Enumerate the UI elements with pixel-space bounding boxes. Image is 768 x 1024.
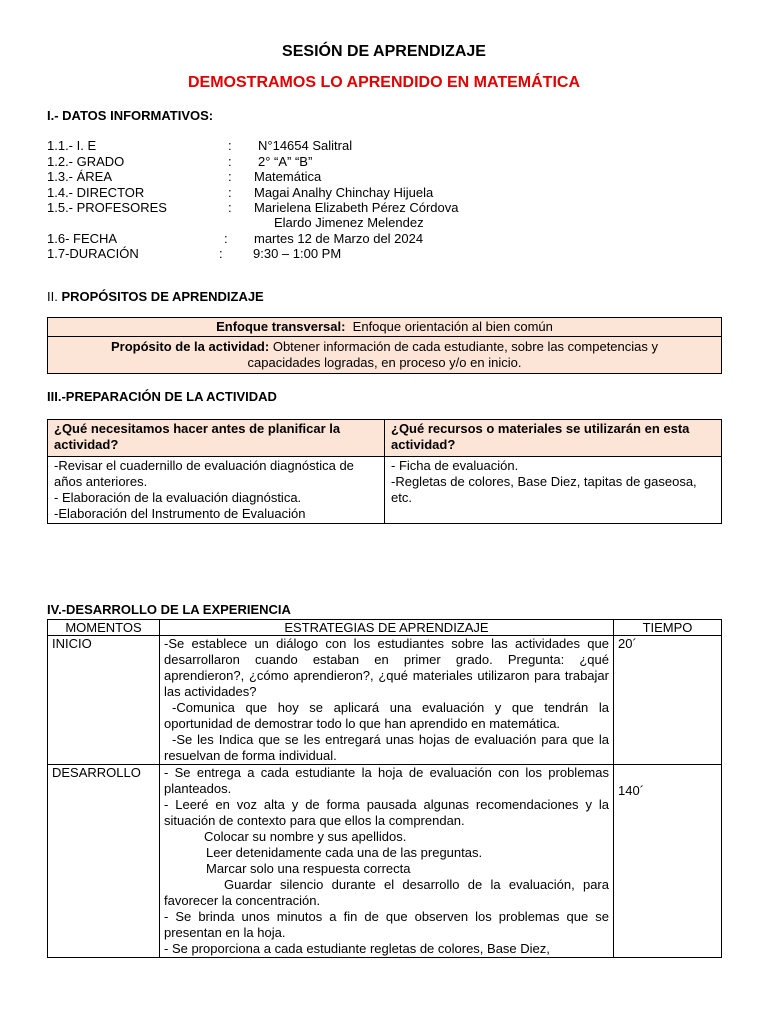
tiempo-desarrollo: 140´ xyxy=(614,765,722,958)
info-value: 9:30 – 1:00 PM xyxy=(253,246,342,261)
tiempo-inicio: 20´ xyxy=(614,636,722,765)
header-tiempo: TIEMPO xyxy=(614,620,722,636)
estrategias-inicio xyxy=(160,636,614,765)
info-label: 1.5.- PROFESORES xyxy=(47,200,167,215)
info-label: 1.6- FECHA xyxy=(47,231,118,246)
header-estrategias: ESTRATEGIAS DE APRENDIZAJE xyxy=(160,620,614,636)
proposito-value: Obtener información de cada estudiante, sobre las competencias y capacidades logradas, en proceso y/o en inicio. xyxy=(247,339,658,370)
info-colon: : xyxy=(228,169,232,184)
section-1-heading: I.- DATOS INFORMATIVOS: xyxy=(47,108,214,123)
strategy-line: - Se brinda unos minutos a fin de que observen los problemas que se presentan en la hoja. xyxy=(164,909,609,940)
info-label: 1.2.- GRADO xyxy=(47,154,125,169)
proposito-label: Propósito de la actividad: xyxy=(111,339,270,354)
strategy-line: - Se proporciona a cada estudiante regletas de colores, Base Diez, xyxy=(164,941,550,956)
strategy-line: Marcar solo una respuesta correcta xyxy=(206,861,411,876)
preparacion-header-2: ¿Qué recursos o materiales se utilizarán en esta actividad? xyxy=(385,420,722,457)
info-value: N°14654 Salitral xyxy=(258,138,353,153)
info-colon: : xyxy=(228,154,232,169)
strategy-line: Guardar silencio durante el desarrollo de la evaluación, para favorecer la concentración. xyxy=(164,877,609,908)
info-colon: : xyxy=(228,200,232,215)
info-value: Elardo Jimenez Melendez xyxy=(274,215,424,230)
section-3-heading: III.-PREPARACIÓN DE LA ACTIVIDAD xyxy=(47,389,277,404)
list-item: -Revisar el cuadernillo de evaluación diagnóstica de años anteriores. xyxy=(54,458,354,489)
momento-desarrollo: DESARROLLO xyxy=(48,765,160,958)
info-value: Matemática xyxy=(254,169,322,184)
preparacion-table xyxy=(47,419,722,524)
strategy-line: -Se establece un diálogo con los estudiantes sobre las actividades que desarrollaron cuando estaban en primer grado. Pregunta: ¿qué aprendieron?, ¿cómo aprendieron?, ¿qué materiales utilizaron para trabajar las actividades? xyxy=(164,636,609,699)
preparacion-col-2 xyxy=(385,457,722,524)
list-item: - Elaboración de la evaluación diagnóstica. xyxy=(54,490,302,505)
info-colon: : xyxy=(224,231,228,246)
page-title: SESIÓN DE APRENDIZAJE xyxy=(282,43,486,60)
strategy-line: Leer detenidamente cada una de las preguntas. xyxy=(206,845,483,860)
momento-inicio: INICIO xyxy=(48,636,160,765)
info-colon: : xyxy=(219,246,223,261)
info-value: martes 12 de Marzo del 2024 xyxy=(254,231,424,246)
info-value: 2° “A” “B” xyxy=(258,154,313,169)
info-value: Marielena Elizabeth Pérez Córdova xyxy=(254,200,459,215)
enfoque-cell xyxy=(48,318,722,337)
page-subtitle: DEMOSTRAMOS LO APRENDIDO EN MATEMÁTICA xyxy=(188,74,580,91)
info-label: 1.3.- ÁREA xyxy=(47,169,113,184)
section-2-prefix: II. xyxy=(47,289,58,304)
info-colon: : xyxy=(228,138,232,153)
info-value: Magai Analhy Chinchay Hijuela xyxy=(254,185,434,200)
list-item: - Ficha de evaluación. xyxy=(391,458,519,473)
propositos-table xyxy=(47,317,722,374)
enfoque-value: Enfoque orientación al bien común xyxy=(352,319,553,334)
preparacion-header-1: ¿Qué necesitamos hacer antes de planificar la actividad? xyxy=(48,420,385,457)
section-4-heading: IV.-DESARROLLO DE LA EXPERIENCIA xyxy=(47,602,291,617)
info-label: 1.4.- DIRECTOR xyxy=(47,185,145,200)
info-colon: : xyxy=(228,185,232,200)
info-label: 1.1.- I. E xyxy=(47,138,97,153)
strategy-line: -Se les Indica que se les entregará unas hojas de evaluación para que la resuelvan de forma individual. xyxy=(164,732,609,763)
preparacion-col-1 xyxy=(48,457,385,524)
desarrollo-table xyxy=(47,619,722,958)
list-item: -Regletas de colores, Base Diez, tapitas de gaseosa, etc. xyxy=(391,474,697,505)
strategy-line: Colocar su nombre y sus apellidos. xyxy=(204,829,407,844)
section-2-heading xyxy=(47,289,264,304)
estrategias-desarrollo xyxy=(160,765,614,958)
strategy-line: - Leeré en voz alta y de forma pausada algunas recomendaciones y la situación de contexto para que ellos la comprendan. xyxy=(164,797,609,828)
info-label: 1.7-DURACIÓN xyxy=(47,246,139,261)
strategy-line: - Se entrega a cada estudiante la hoja de evaluación con los problemas planteados. xyxy=(164,765,609,796)
enfoque-label: Enfoque transversal: xyxy=(216,319,346,334)
proposito-cell xyxy=(48,337,722,374)
header-momentos: MOMENTOS xyxy=(48,620,160,636)
strategy-line: -Comunica que hoy se aplicará una evaluación y que tendrán la oportunidad de demostrar todo lo que han aprendido en matemática. xyxy=(164,700,609,731)
section-2-title: PROPÓSITOS DE APRENDIZAJE xyxy=(61,289,264,304)
list-item: -Elaboración del Instrumento de Evaluación xyxy=(54,506,306,521)
